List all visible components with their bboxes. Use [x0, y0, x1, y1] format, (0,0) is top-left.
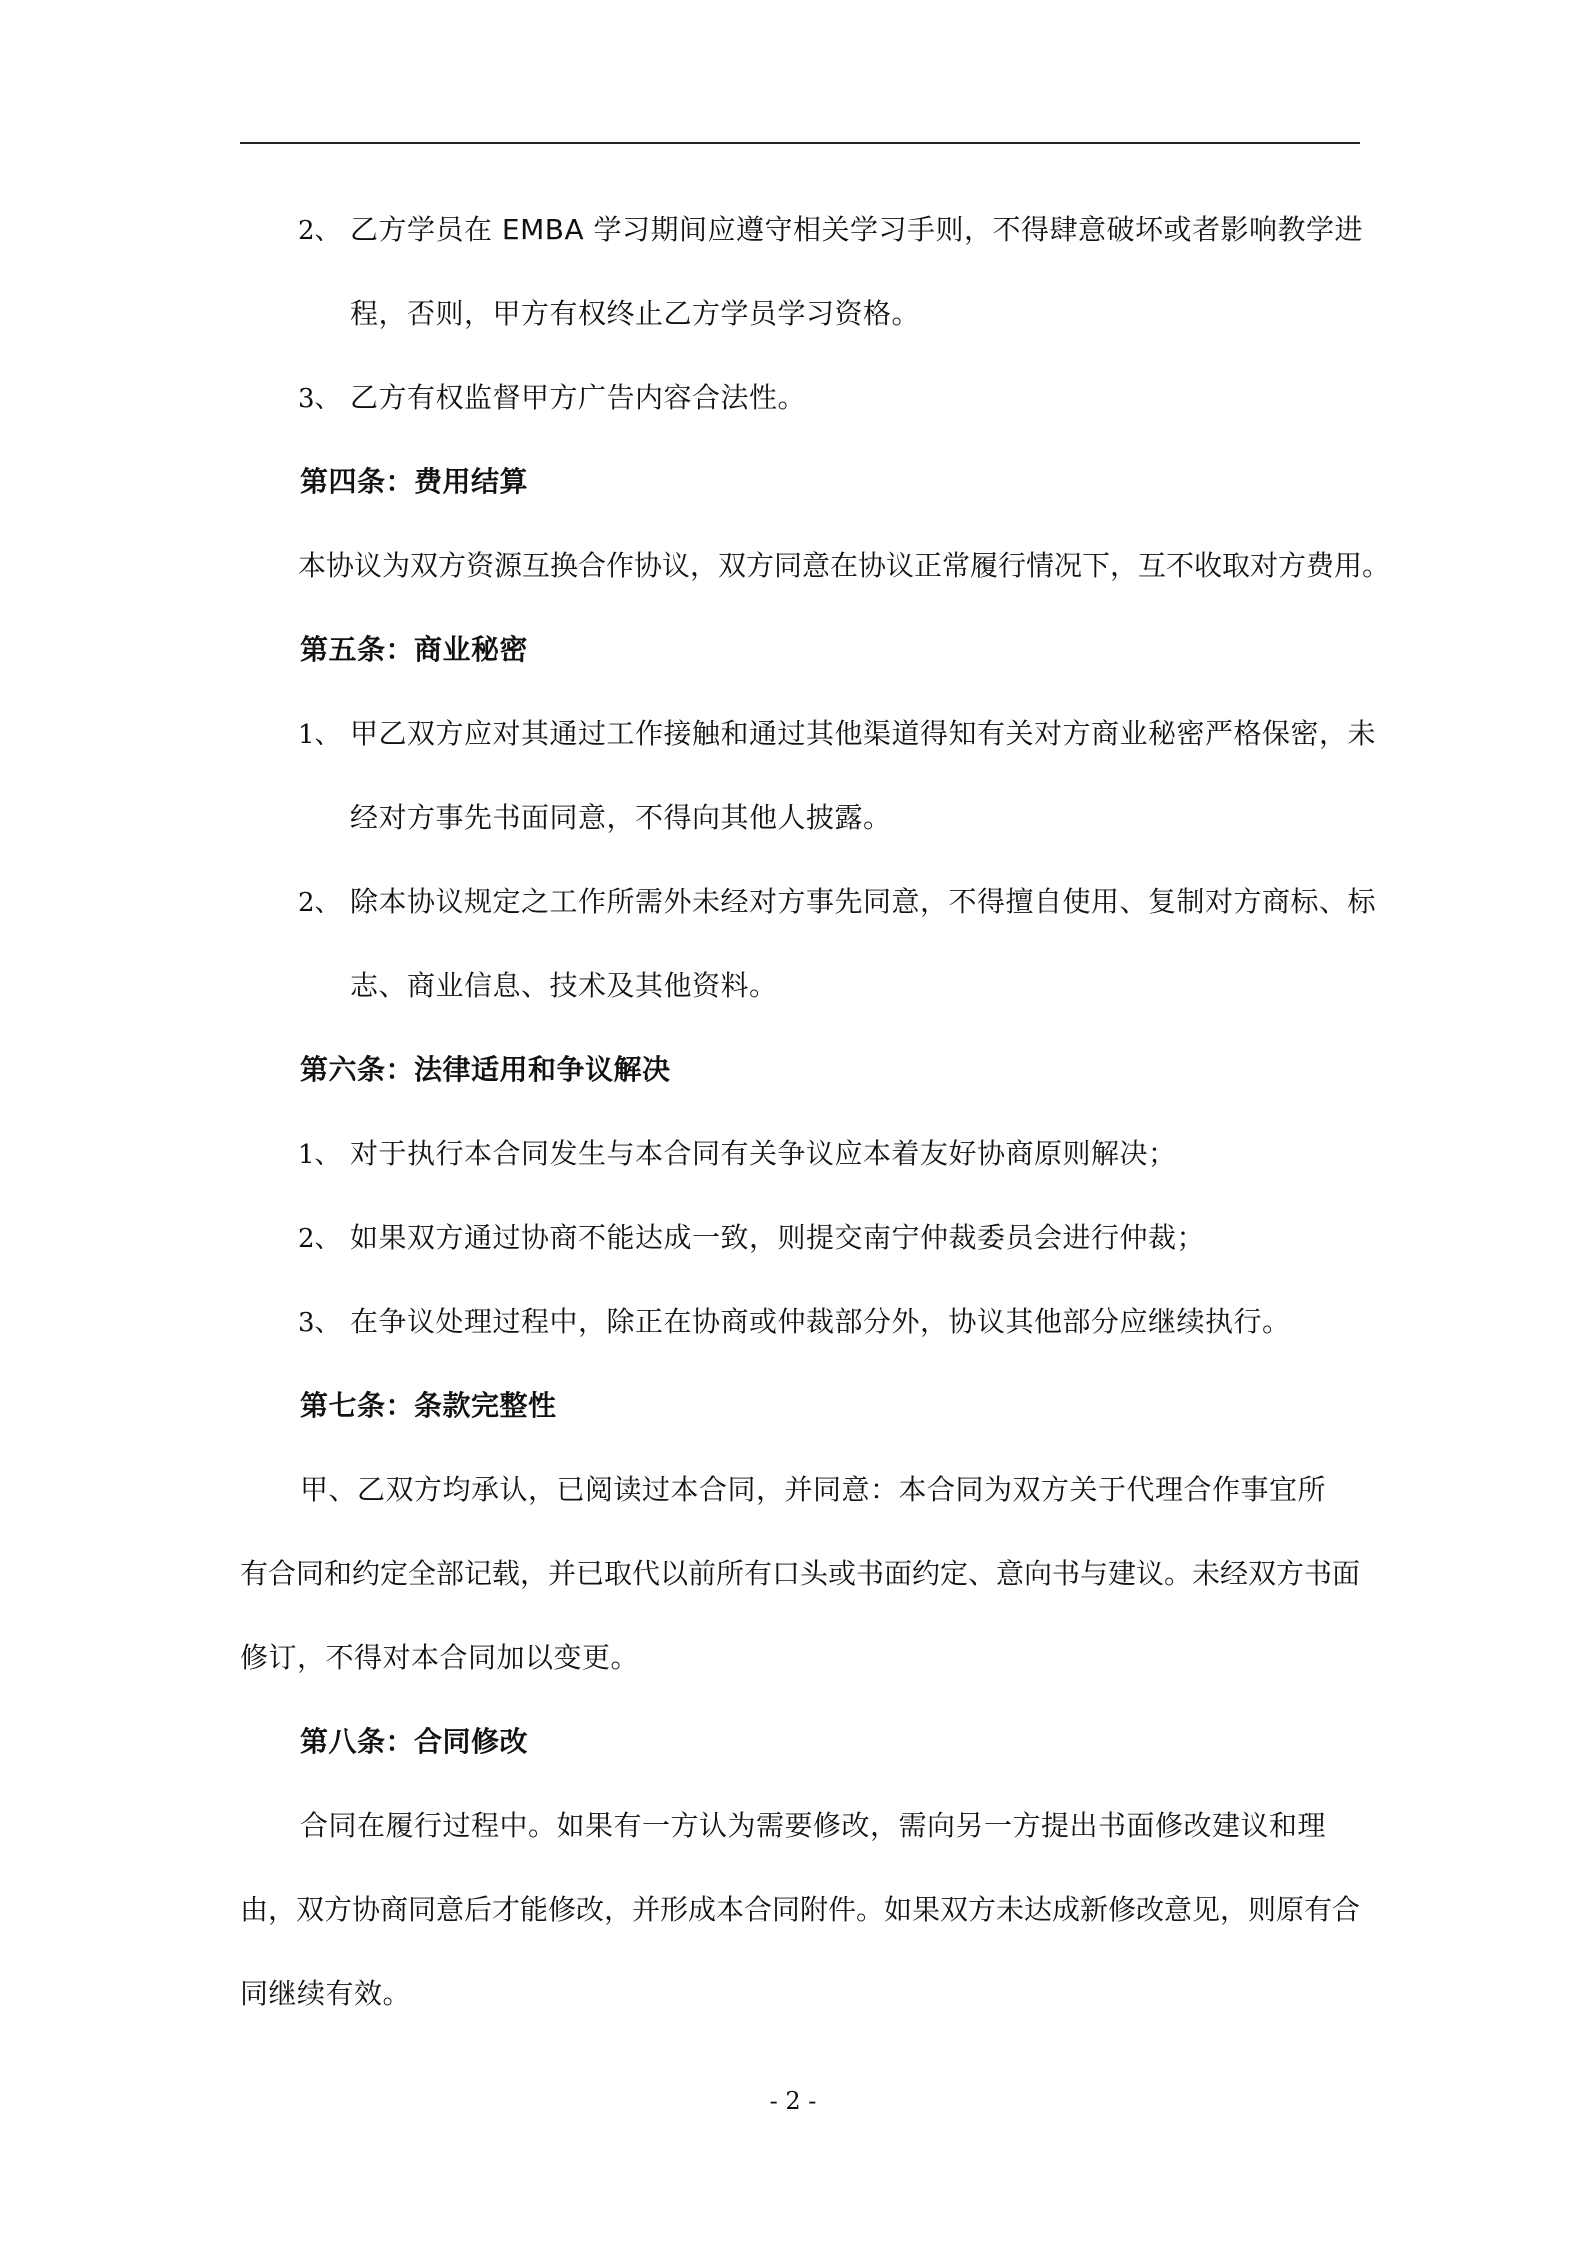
item-number: 1、: [298, 720, 341, 750]
article-heading: 第七条：条款完整性: [300, 1389, 557, 1422]
item-number: 2、: [298, 888, 341, 918]
paragraph-text: 同继续有效。: [240, 1977, 412, 2010]
article-heading: 第八条：合同修改: [300, 1725, 529, 1758]
clause-text: 程，否则，甲方有权终止乙方学员学习资格。: [350, 297, 921, 330]
clause-text: 在争议处理过程中，除正在协商或仲裁部分外，协议其他部分应继续执行。: [350, 1305, 1291, 1338]
clause-text: 乙方有权监督甲方广告内容合法性。: [350, 381, 807, 414]
item-number: 2、: [298, 216, 341, 246]
item-number: 1、: [298, 1140, 341, 1170]
paragraph-text: 有合同和约定全部记载，并已取代以前所有口头或书面约定、意向书与建议。未经双方书面: [240, 1557, 1361, 1590]
paragraph-text: 合同在履行过程中。如果有一方认为需要修改，需向另一方提出书面修改建议和理: [300, 1809, 1327, 1842]
item-number: 3、: [298, 384, 341, 414]
article-heading: 第五条：商业秘密: [300, 633, 529, 666]
paragraph-text: 由，双方协商同意后才能修改，并形成本合同附件。如果双方未达成新修改意见，则原有合: [240, 1893, 1361, 1926]
clause-text: 甲乙双方应对其通过工作接触和通过其他渠道得知有关对方商业秘密严格保密，未: [350, 717, 1377, 750]
item-number: 2、: [298, 1224, 341, 1254]
clause-text: 乙方学员在 EMBA 学习期间应遵守相关学习手则，不得肆意破坏或者影响教学进: [350, 213, 1364, 246]
clause-text: 经对方事先书面同意，不得向其他人披露。: [350, 801, 892, 834]
paragraph-text: 修订，不得对本合同加以变更。: [240, 1641, 640, 1674]
page-number: - 2 -: [769, 2087, 817, 2115]
item-number: 3、: [298, 1308, 341, 1338]
clause-text: 如果双方通过协商不能达成一致，则提交南宁仲裁委员会进行仲裁；: [350, 1221, 1206, 1254]
paragraph-text: 甲、乙双方均承认，已阅读过本合同，并同意：本合同为双方关于代理合作事宜所: [300, 1473, 1327, 1506]
article-heading: 第四条：费用结算: [300, 465, 529, 498]
clause-text: 对于执行本合同发生与本合同有关争议应本着友好协商原则解决；: [350, 1137, 1177, 1170]
header-rule: [240, 142, 1360, 144]
article-heading: 第六条：法律适用和争议解决: [300, 1053, 671, 1086]
clause-text: 志、商业信息、技术及其他资料。: [350, 969, 778, 1002]
paragraph-text: 本协议为双方资源互换合作协议，双方同意在协议正常履行情况下，互不收取对方费用。: [298, 549, 1391, 582]
clause-text: 除本协议规定之工作所需外未经对方事先同意，不得擅自使用、复制对方商标、标: [350, 885, 1377, 918]
